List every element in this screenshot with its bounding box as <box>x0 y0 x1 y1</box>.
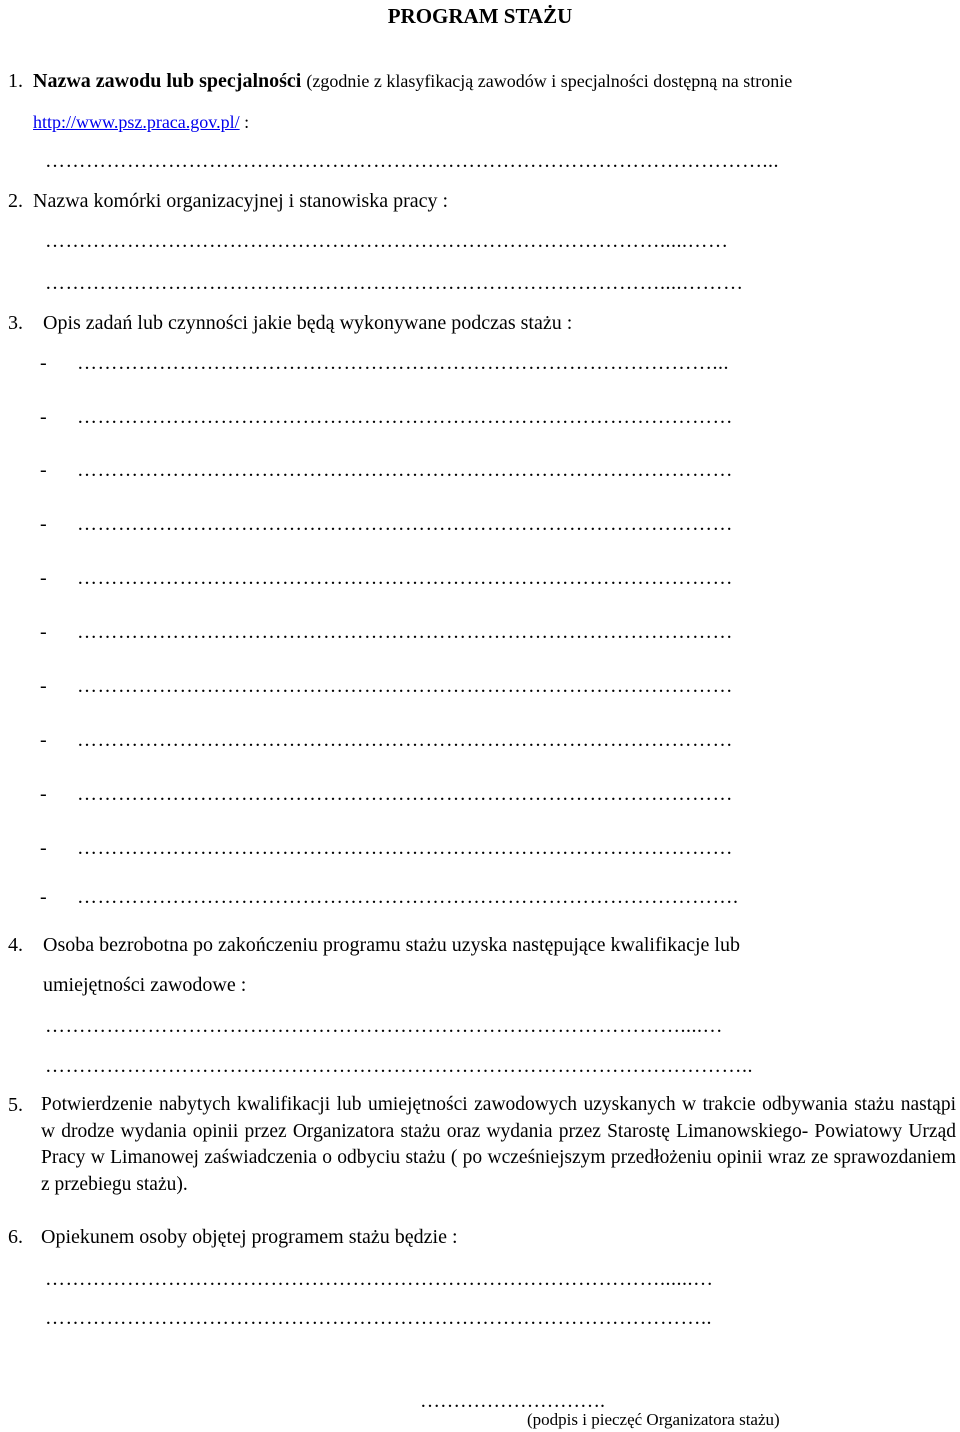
task-fill-line: …………………………………………………………………………………… <box>77 675 733 697</box>
dash-bullet: - <box>40 886 47 908</box>
section-2-number: 2. <box>8 190 23 212</box>
dash-bullet: - <box>40 729 47 751</box>
section-1-link-suffix: : <box>239 112 250 132</box>
section-6-fill-line-1: ………………………………………………………………………………......… <box>45 1268 714 1290</box>
section-5-paragraph: Potwierdzenie nabytych kwalifikacji lub umiejętności zawodowych uzyskanych w trakcie odbywania stażu nastąpi w drodze wydania opinii przez Organizatora stażu oraz wydania przez Starostę Limanowskiego- Powiatowy Urząd Pracy w Limanowej zaświadczenia o odbyciu stażu ( po wcześniejszym przedłożeniu opinii wraz ze sprawozdaniem z przebiegu stażu). <box>41 1094 956 1195</box>
task-fill-line: …………………………………………………………………………………… <box>77 406 733 428</box>
dash-bullet: - <box>40 567 47 589</box>
section-4-fill-line-2: ………………………………………………………………………………………….. <box>45 1055 753 1077</box>
section-2-fill-line-2: ………………………………………………………………………………....……… <box>45 272 744 294</box>
task-fill-line: …………………………………………………………………………………… <box>77 837 733 859</box>
section-4-number: 4. <box>8 934 23 956</box>
section-1-fill-line: ……………………………………………………………………………………………... <box>45 150 779 172</box>
section-1-number: 1. <box>8 70 23 92</box>
page-title: PROGRAM STAŻU <box>387 4 573 28</box>
section-2-fill-line-1: ……………………………………………………………………………….....…… <box>45 230 729 252</box>
section-1-heading <box>33 70 792 93</box>
section-1-link-line <box>33 112 249 133</box>
section-6-label: Opiekunem osoby objętej programem stażu będzie : <box>41 1226 458 1248</box>
section-4-label-line-1: Osoba bezrobotna po zakończeniu programu stażu uzyska następujące kwalifikacje lub <box>43 934 740 956</box>
section-1-label-bold: Nazwa zawodu lub specjalności <box>33 70 302 92</box>
task-fill-line: …………………………………………………………………………………… <box>77 621 733 643</box>
dash-bullet: - <box>40 837 47 859</box>
section-4-label-line-2: umiejętności zawodowe : <box>43 974 247 996</box>
task-fill-line: …………………………………………………………………………………… <box>77 783 733 805</box>
dash-bullet: - <box>40 406 47 428</box>
section-5-number: 5. <box>8 1094 23 1116</box>
task-fill-line: …………………………………………………………………………………… <box>77 729 733 751</box>
section-4-fill-line-1: …………………………………………………………………………………....… <box>45 1015 723 1037</box>
signature-line: ………………………. <box>420 1390 605 1412</box>
task-fill-line: …………………………………………………………………………………… <box>77 567 733 589</box>
section-3-label: Opis zadań lub czynności jakie będą wykonywane podczas stażu : <box>43 312 573 334</box>
section-1-label-rest: (zgodnie z klasyfikacją zawodów i specjalności dostępną na stronie <box>306 71 793 91</box>
section-3-number: 3. <box>8 312 23 334</box>
task-fill-line: …………………………………………………………………………………… <box>77 459 733 481</box>
task-fill-line: …………………………………………………………………………………... <box>77 352 729 374</box>
section-6-number: 6. <box>8 1226 23 1248</box>
task-fill-line: …………………………………………………………………………………… <box>77 513 733 535</box>
dash-bullet: - <box>40 621 47 643</box>
psz-link[interactable]: http://www.psz.praca.gov.pl/ <box>33 112 240 132</box>
dash-bullet: - <box>40 459 47 481</box>
dash-bullet: - <box>40 513 47 535</box>
section-2-label: Nazwa komórki organizacyjnej i stanowiska pracy : <box>33 190 449 212</box>
dash-bullet: - <box>40 352 47 374</box>
dash-bullet: - <box>40 783 47 805</box>
signature-caption: (podpis i pieczęć Organizatora stażu) <box>527 1410 780 1429</box>
section-6-fill-line-2: …………………………………………………………………………………….. <box>45 1307 712 1329</box>
dash-bullet: - <box>40 675 47 697</box>
task-fill-line: ……………………………………………………………………………………. <box>77 886 739 908</box>
